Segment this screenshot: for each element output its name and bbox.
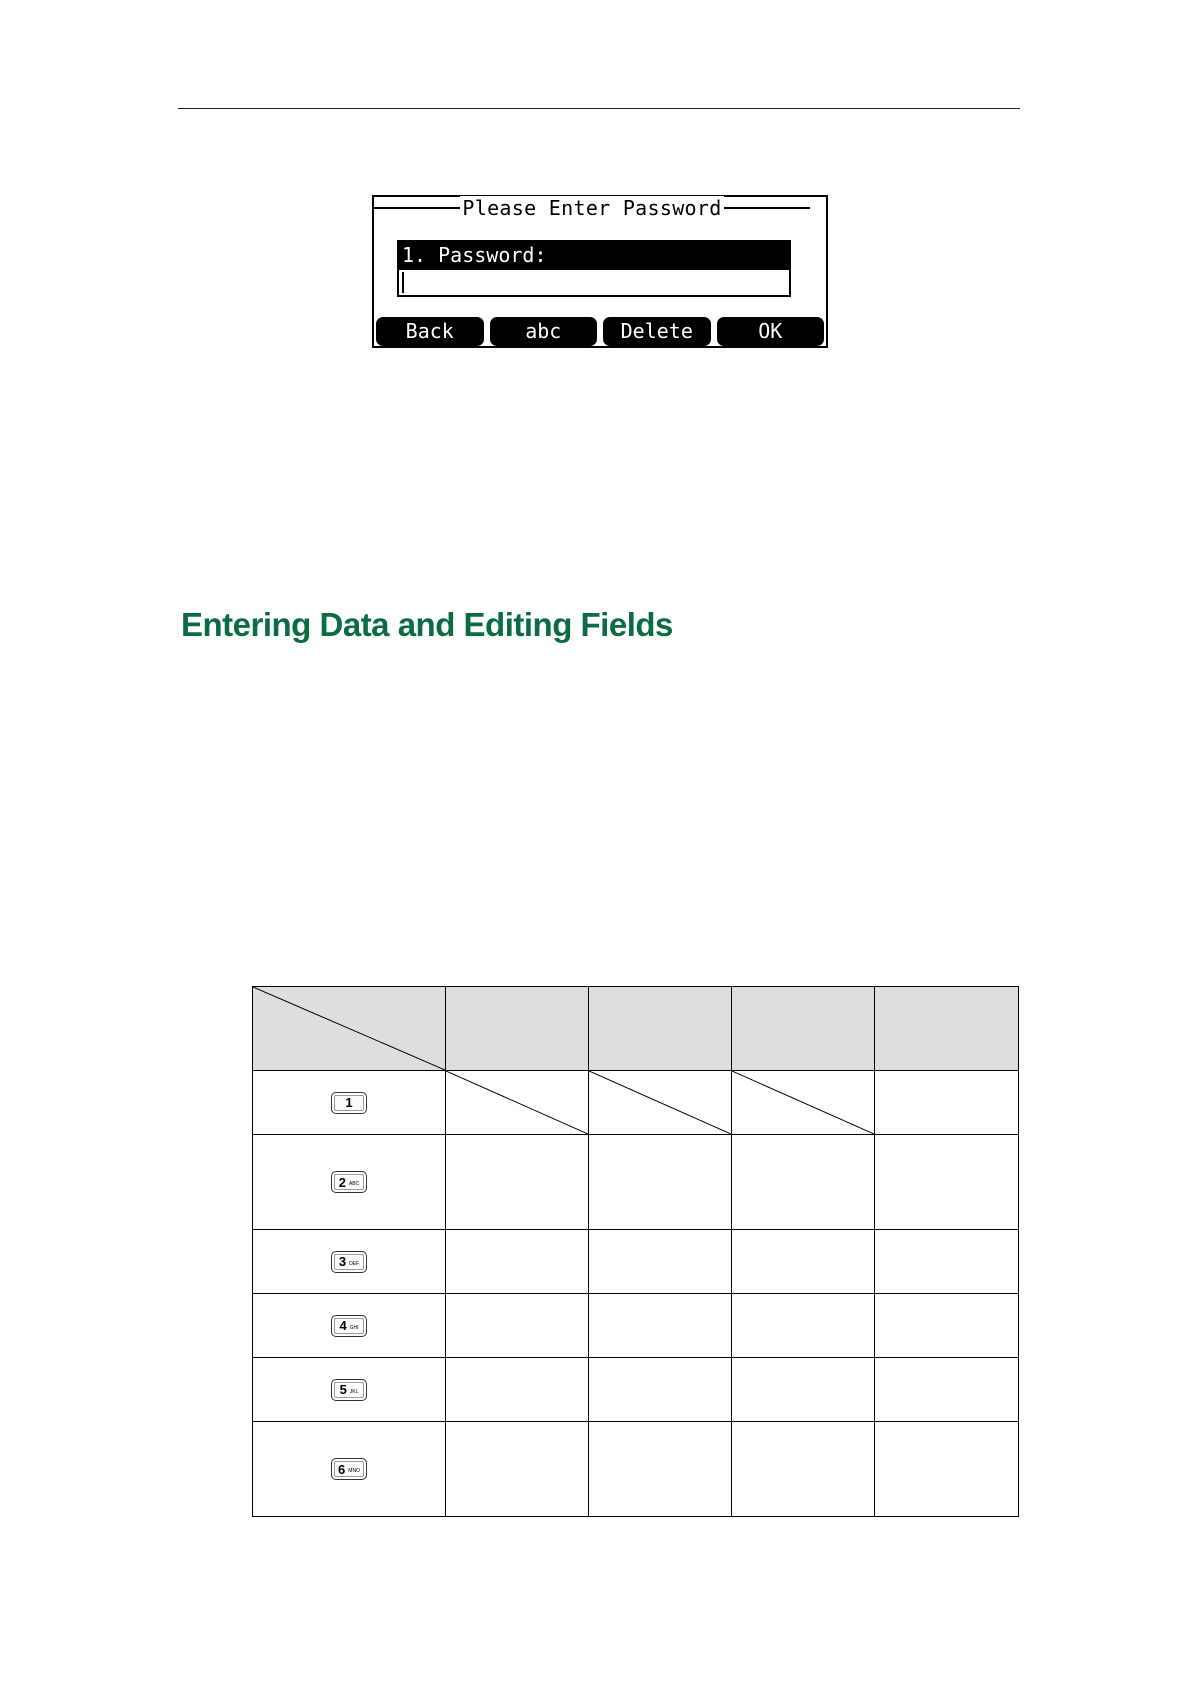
- header-cell: [446, 987, 589, 1071]
- key-cell: [253, 1422, 446, 1517]
- table-cell: [446, 1358, 589, 1422]
- table-cell: [875, 1230, 1019, 1294]
- keypad-1-icon: 1: [331, 1092, 367, 1114]
- table-row: [253, 1358, 1019, 1422]
- header-cell: [732, 987, 875, 1071]
- table-cell: [732, 1135, 875, 1230]
- key-cell: [253, 1230, 446, 1294]
- table-cell: [875, 1422, 1019, 1517]
- keypad-5-icon: 5 JKL: [331, 1379, 367, 1401]
- corner-header-cell: [253, 987, 446, 1071]
- table-row: [253, 1071, 1019, 1135]
- header-cell: [875, 987, 1019, 1071]
- table-cell: [732, 1422, 875, 1517]
- table-cell: [446, 1135, 589, 1230]
- table-cell: [875, 1135, 1019, 1230]
- text-cursor: [402, 272, 404, 293]
- table-cell: [732, 1230, 875, 1294]
- ok-softkey[interactable]: OK: [717, 317, 825, 346]
- table-cell: [589, 1422, 732, 1517]
- table-row: [253, 1422, 1019, 1517]
- phone-lcd-screenshot: [372, 195, 828, 348]
- table-cell: [589, 1358, 732, 1422]
- table-cell: [732, 1071, 875, 1135]
- keypad-3-icon: 3 DEF: [331, 1251, 367, 1273]
- page-header-rule: [178, 108, 1020, 109]
- keypad-2-icon: 2 ABC: [331, 1171, 367, 1193]
- password-field-label: 1. Password:: [397, 240, 791, 268]
- key-cell: [253, 1358, 446, 1422]
- password-input[interactable]: [397, 268, 791, 297]
- table-cell: [446, 1294, 589, 1358]
- table-row: [253, 1294, 1019, 1358]
- section-heading: Entering Data and Editing Fields: [181, 606, 673, 643]
- table-cell: [589, 1294, 732, 1358]
- input-mode-softkey[interactable]: abc: [490, 317, 598, 346]
- keypad-mapping-table: [252, 986, 1019, 1517]
- back-softkey[interactable]: Back: [376, 317, 484, 346]
- table-cell: [732, 1358, 875, 1422]
- table-cell: [589, 1230, 732, 1294]
- delete-softkey[interactable]: Delete: [603, 317, 711, 346]
- table-row: [253, 1135, 1019, 1230]
- table-cell: [875, 1358, 1019, 1422]
- lcd-title: [374, 197, 810, 219]
- table-cell: [589, 1135, 732, 1230]
- softkey-bar: [376, 317, 824, 346]
- header-cell: [589, 987, 732, 1071]
- table-cell: [875, 1071, 1019, 1135]
- table-header-row: [253, 987, 1019, 1071]
- lcd-title-text: Please Enter Password: [462, 196, 722, 220]
- table-cell: [875, 1294, 1019, 1358]
- table-cell: [589, 1071, 732, 1135]
- table-cell: [446, 1071, 589, 1135]
- key-cell: [253, 1294, 446, 1358]
- key-cell: [253, 1071, 446, 1135]
- table-cell: [732, 1294, 875, 1358]
- table-cell: [446, 1230, 589, 1294]
- keypad-4-icon: 4 GHI: [331, 1315, 367, 1337]
- table-row: [253, 1230, 1019, 1294]
- key-cell: [253, 1135, 446, 1230]
- keypad-6-icon: 6 MNO: [331, 1458, 367, 1480]
- table-cell: [446, 1422, 589, 1517]
